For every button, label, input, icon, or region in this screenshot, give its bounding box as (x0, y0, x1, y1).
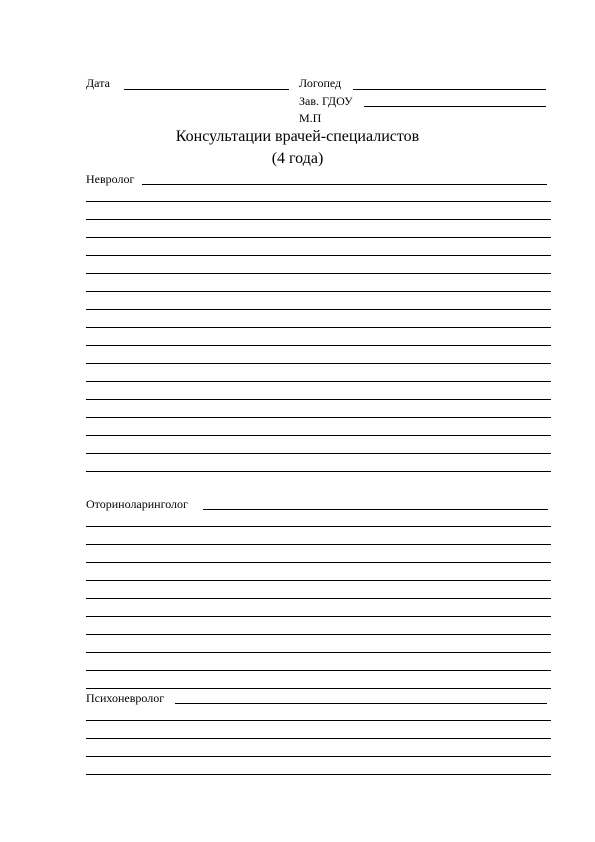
section-label: Психоневролог (86, 691, 165, 705)
writing-line[interactable] (86, 652, 551, 653)
writing-line[interactable] (86, 399, 551, 400)
writing-line[interactable] (86, 670, 551, 671)
section-head-field[interactable] (175, 703, 547, 704)
writing-line[interactable] (86, 720, 551, 721)
writing-line[interactable] (86, 345, 551, 346)
writing-line[interactable] (86, 327, 551, 328)
writing-line[interactable] (86, 738, 551, 739)
stamp-label: М.П (299, 111, 322, 125)
head-label: Зав. ГДОУ (299, 94, 353, 108)
page-subtitle: (4 года) (271, 150, 324, 167)
date-field[interactable] (124, 89, 289, 90)
speech-therapist-field[interactable] (353, 89, 546, 90)
speech-therapist-label: Логопед (299, 76, 342, 90)
writing-line[interactable] (86, 562, 551, 563)
writing-line[interactable] (86, 598, 551, 599)
head-field[interactable] (364, 106, 546, 107)
page-title: Консультации врачей-специалистов (175, 128, 420, 145)
writing-line[interactable] (86, 453, 551, 454)
writing-line[interactable] (86, 417, 551, 418)
writing-line[interactable] (86, 544, 551, 545)
section-head-field[interactable] (142, 184, 547, 185)
writing-line[interactable] (86, 309, 551, 310)
writing-line[interactable] (86, 219, 551, 220)
writing-line[interactable] (86, 634, 551, 635)
writing-line[interactable] (86, 291, 551, 292)
writing-line[interactable] (86, 774, 551, 775)
writing-line[interactable] (86, 435, 551, 436)
writing-line[interactable] (86, 201, 551, 202)
writing-line[interactable] (86, 273, 551, 274)
writing-line[interactable] (86, 526, 551, 527)
section-label: Оториноларинголог (86, 497, 188, 511)
writing-line[interactable] (86, 363, 551, 364)
writing-line[interactable] (86, 471, 551, 472)
writing-line[interactable] (86, 616, 551, 617)
writing-line[interactable] (86, 381, 551, 382)
writing-line[interactable] (86, 255, 551, 256)
writing-line[interactable] (86, 580, 551, 581)
writing-line[interactable] (86, 756, 551, 757)
section-label: Невролог (86, 172, 135, 186)
section-head-field[interactable] (203, 509, 548, 510)
writing-line[interactable] (86, 237, 551, 238)
date-label: Дата (86, 76, 110, 90)
writing-line[interactable] (86, 688, 551, 689)
